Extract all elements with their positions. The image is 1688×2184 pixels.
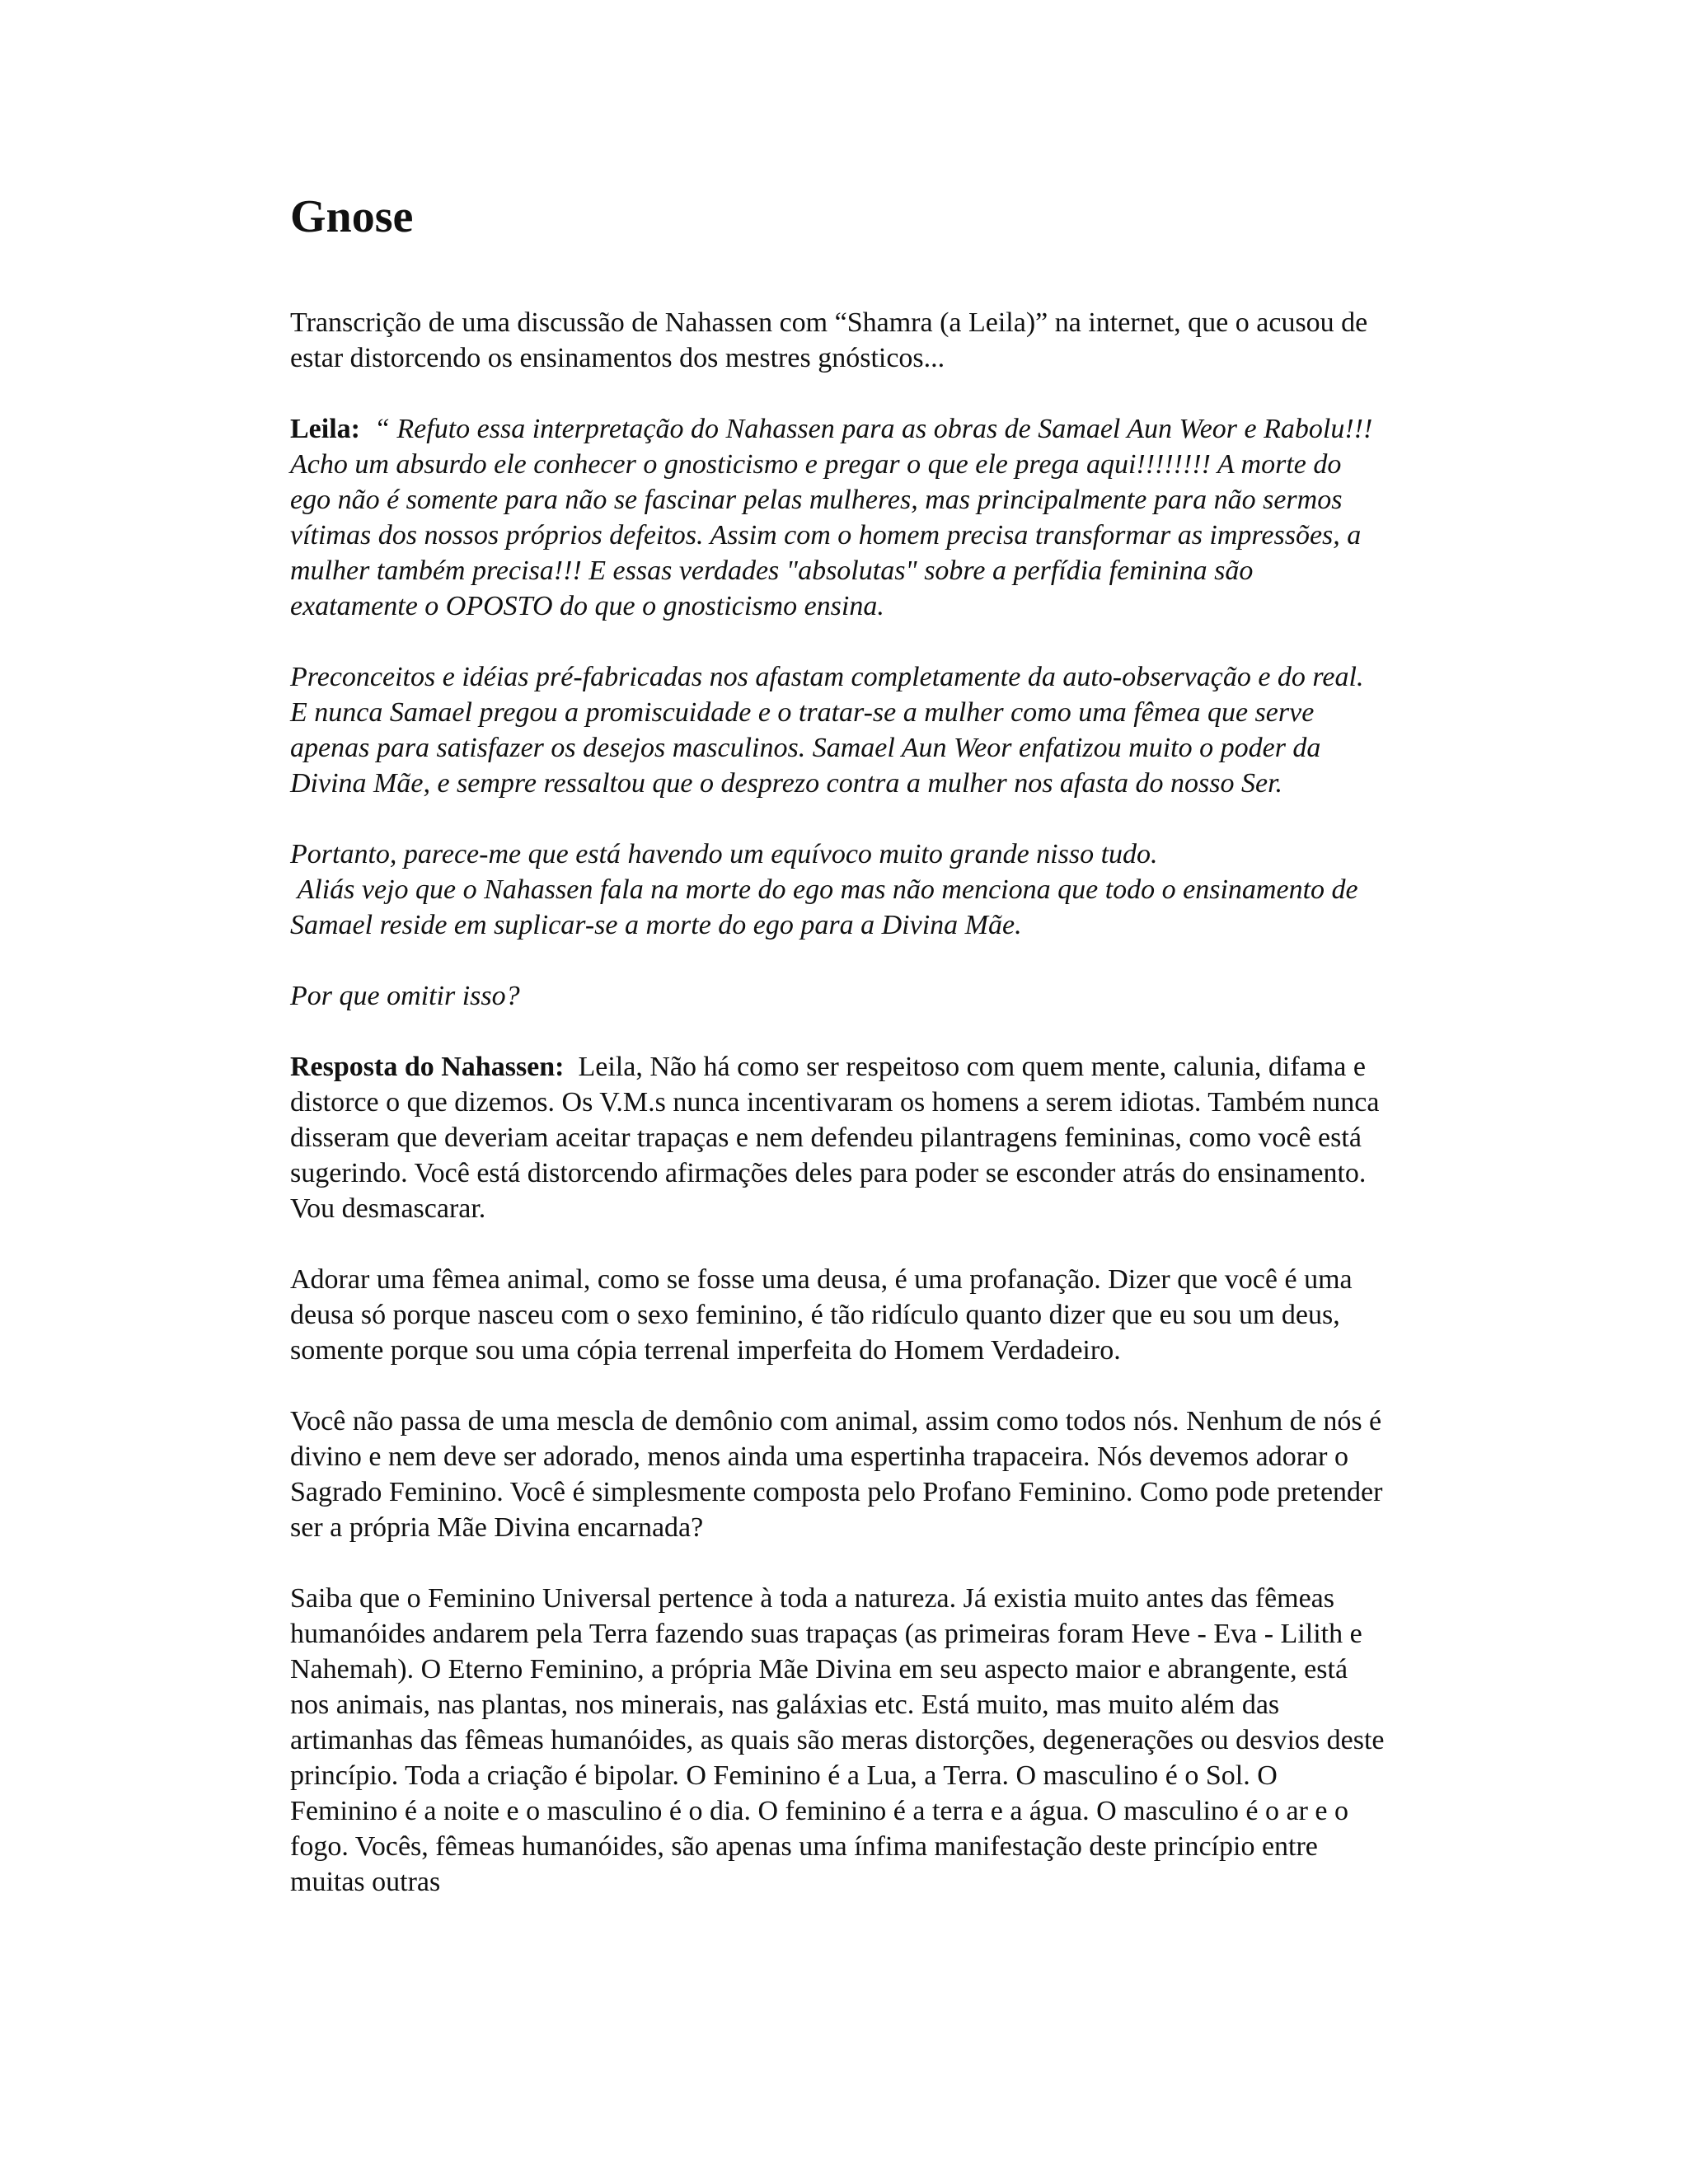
document-page	[290, 188, 1386, 1900]
response-paragraph-1	[290, 1049, 1386, 1226]
response-paragraph-3: Você não passa de uma mescla de demônio com animal, assim como todos nós. Nenhum de nós é divino e nem deve ser adorado, menos ainda uma espertinha trapaceira. Nós devemos adorar o Sagrado Feminino. Você é simplesmente composta pelo Profano Feminino. Como pode pretender ser a própria Mãe Divina encarnada?	[290, 1406, 1383, 1543]
leila-text-1: “ Refuto essa interpretação do Nahassen para as obras de Samael Aun Weor e Rabolu!!! Acho um absurdo ele conhecer o gnosticismo e pregar o que ele prega aqui!!!!!!!! A morte do ego não é somente para não se fascinar pelas mulheres, mas principalmente para não sermos vítimas dos nossos próprios defeitos. Assim com o homem precisa transformar as impressões, a mulher também precisa!!! E essas verdades "absolutas" sobre a perfídia feminina são exatamente o OPOSTO do que o gnosticismo ensina.	[290, 414, 1373, 621]
leila-paragraph-4: Por que omitir isso?	[290, 981, 520, 1011]
leila-paragraph-1	[290, 411, 1386, 624]
intro-paragraph: Transcrição de uma discussão de Nahassen com “Shamra (a Leila)” na internet, que o acusou de estar distorcendo os ensinamentos dos mestres gnósticos...	[290, 307, 1368, 373]
leila-label: Leila:	[290, 414, 360, 444]
response-paragraph-2: Adorar uma fêmea animal, como se fosse uma deusa, é uma profanação. Dizer que você é uma deusa só porque nasceu com o sexo feminino, é tão ridículo quanto dizer que eu sou um deus, somente porque sou uma cópia terrenal imperfeita do Homem Verdadeiro.	[290, 1264, 1353, 1366]
leila-text-3a: Portanto, parece-me que está havendo um equívoco muito grande nisso tudo.	[290, 839, 1158, 869]
response-text-1: Leila, Não há como ser respeitoso com quem mente, calunia, difama e distorce o que dizemos. Os V.M.s nunca incentivaram os homens a serem idiotas. Também nunca disseram que deveriam aceitar trapaças e nem defendeu pilantragens femininas, como você está sugerindo. Você está distorcendo afirmações deles para poder se esconder atrás do ensinamento. Vou desmascarar.	[290, 1052, 1380, 1224]
leila-paragraph-2: Preconceitos e idéias pré-fabricadas nos afastam completamente da auto-observação e do real. E nunca Samael pregou a promiscuidade e o tratar-se a mulher como uma fêmea que serve apenas para satisfazer os desejos masculinos. Samael Aun Weor enfatizou muito o poder da Divina Mãe, e sempre ressaltou que o desprezo contra a mulher nos afasta do nosso Ser.	[290, 662, 1364, 799]
response-paragraph-4: Saiba que o Feminino Universal pertence à toda a natureza. Já existia muito antes das fêmeas humanóides andarem pela Terra fazendo suas trapaças (as primeiras foram Heve - Eva - Lilith e Nahemah). O Eterno Feminino, a própria Mãe Divina em seu aspecto maior e abrangente, está nos animais, nas plantas, nos minerais, nas galáxias etc. Está muito, mas muito além das artimanhas das fêmeas humanóides, as quais são meras distorções, degenerações ou desvios deste princípio. Toda a criação é bipolar. O Feminino é a Lua, a Terra. O masculino é o Sol. O Feminino é a noite e o masculino é o dia. O feminino é a terra e a água. O masculino é o ar e o fogo. Vocês, fêmeas humanóides, são apenas uma ínfima manifestação deste princípio entre muitas outras	[290, 1583, 1385, 1897]
leila-text-3b: Aliás vejo que o Nahassen fala na morte do ego mas não menciona que todo o ensinamento de Samael reside em suplicar-se a morte do ego para a Divina Mãe.	[290, 874, 1358, 940]
leila-paragraph-3	[290, 837, 1386, 943]
response-label: Resposta do Nahassen:	[290, 1052, 565, 1082]
document-title: Gnose	[290, 191, 414, 242]
